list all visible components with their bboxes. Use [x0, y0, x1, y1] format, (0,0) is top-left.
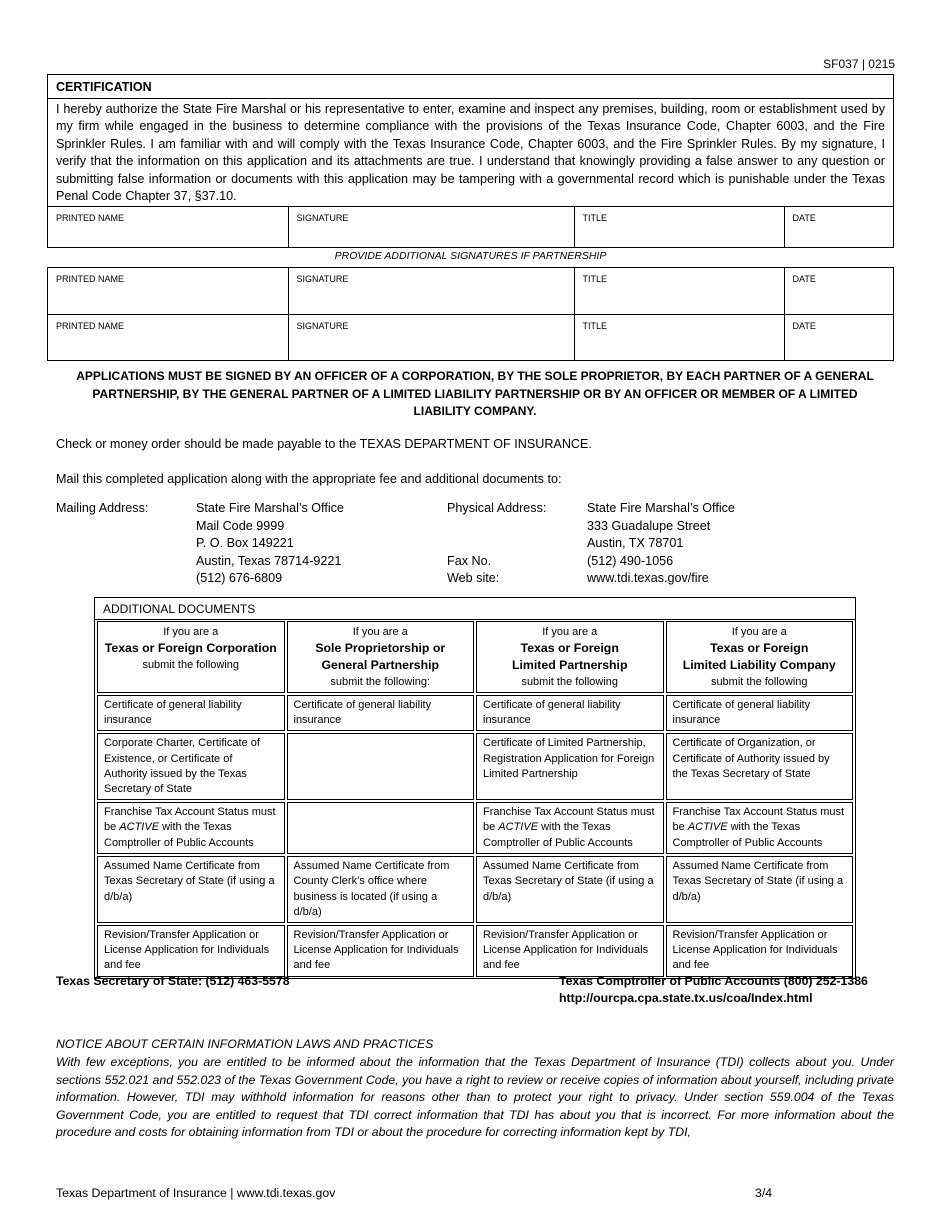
table-cell: Revision/Transfer Application or License Application for Individuals and fee [476, 925, 664, 977]
header-llc: If you are a Texas or Foreign Limited Liability Company submit the following [666, 621, 854, 693]
partner2-title-field[interactable]: TITLE [574, 314, 784, 360]
partner2-printed-name-field[interactable]: PRINTED NAME [48, 314, 288, 360]
partner1-date-field[interactable]: DATE [784, 268, 893, 314]
payment-note: Check or money order should be made payable to the TEXAS DEPARTMENT OF INSURANCE. [56, 437, 592, 451]
mailing-line: Austin, Texas 78714-9221 [196, 553, 342, 568]
table-cell: Certificate of Limited Partnership, Registration Application for Foreign Limited Partnership [476, 733, 664, 800]
table-cell: Assumed Name Certificate from County Clerk’s office where business is located (if using a d/b/a) [287, 856, 475, 923]
notice-body: With few exceptions, you are entitled to be informed about the information that the Texas Department of Insurance (TDI) collects about you. Under sections 552.021 and 552.023 of the Texas Government Code, you have a right to review or receive copies of information about yourself, including private information. However, TDI may withhold information for reasons other than to protect your right to privacy. Under section 559.004 of the Texas Government Code, you are entitled to request that TDI correct information that TDI has about you that is incorrect. For more information about the procedure and costs for obtaining information from TDI or about the procedure for correcting information kept by TDI, [56, 1055, 894, 1140]
table-cell: Revision/Transfer Application or License Application for Individuals and fee [97, 925, 285, 977]
table-cell: Revision/Transfer Application or License Application for Individuals and fee [287, 925, 475, 977]
partner2-signature-field[interactable]: SIGNATURE [288, 314, 574, 360]
secretary-of-state-contact: Texas Secretary of State: (512) 463-5578 [56, 974, 290, 988]
comptroller-contact [559, 973, 868, 1007]
printed-name-field[interactable]: PRINTED NAME [48, 207, 288, 247]
page-number: 3/4 [755, 1186, 773, 1200]
table-row [97, 695, 853, 731]
physical-line: 333 Guadalupe Street [587, 518, 711, 533]
partnership-signatures [47, 267, 894, 361]
signature-field[interactable]: SIGNATURE [288, 207, 574, 247]
table-cell: Assumed Name Certificate from Texas Secretary of State (if using a d/b/a) [666, 856, 854, 923]
physical-line: Austin, TX 78701 [587, 536, 684, 550]
documents-table [95, 619, 855, 979]
table-cell: Certificate of general liability insurance [476, 695, 664, 731]
partner-row-2 [48, 314, 893, 360]
signing-requirement-notice: APPLICATIONS MUST BE SIGNED BY AN OFFICER OF A CORPORATION, BY THE SOLE PROPRIETOR, BY EACH PARTNER OF A GENERAL PARTNERSHIP, BY THE GENERAL PARTNER OF A LIMITED LIABILITY PARTNERSHIP OR BY AN OFFICER OR MEMBER OF A LIMITED LIABILITY COMPANY. [76, 369, 874, 418]
comptroller-phone: Texas Comptroller of Public Accounts (800) 252-1386 [559, 974, 868, 988]
additional-documents-title: ADDITIONAL DOCUMENTS [95, 598, 855, 620]
website-link[interactable]: www.tdi.texas.gov/fire [587, 571, 709, 585]
partner1-signature-field[interactable]: SIGNATURE [288, 268, 574, 314]
mailing-address [196, 500, 344, 588]
franchise-text-c: Franchise Tax Account Status must be ACTIVE with the Texas Comptroller of Public Accounts [672, 806, 845, 849]
date-field[interactable]: DATE [784, 207, 893, 247]
partnership-note: PROVIDE ADDITIONAL SIGNATURES IF PARTNERSHIP [334, 250, 607, 262]
documents-header-row [97, 621, 853, 693]
physical-address [587, 500, 735, 588]
table-cell [476, 802, 664, 854]
header-corporation: If you are a Texas or Foreign Corporation submit the following [97, 621, 285, 693]
header-sole-proprietorship: If you are a Sole Proprietorship or General Partnership submit the following: [287, 621, 475, 693]
notice-title: NOTICE ABOUT CERTAIN INFORMATION LAWS AND PRACTICES [56, 1037, 434, 1051]
website-label: Web site: [447, 571, 500, 585]
table-row [97, 733, 853, 800]
certification-title: CERTIFICATION [48, 75, 893, 99]
mailing-line: P. O. Box 149221 [196, 536, 294, 550]
table-cell [97, 802, 285, 854]
table-cell [666, 802, 854, 854]
mailing-address-label: Mailing Address: [56, 501, 149, 515]
physical-address-labels [447, 500, 546, 588]
comptroller-url[interactable]: http://ourcpa.cpa.state.tx.us/coa/Index.html [559, 991, 813, 1005]
table-cell: Corporate Charter, Certificate of Existence, or Certificate of Authority issued by the Texas Secretary of State [97, 733, 285, 800]
franchise-text-a: Franchise Tax Account Status must be ACTIVE with the Texas Comptroller of Public Accounts [104, 806, 276, 849]
table-cell: Certificate of general liability insurance [97, 695, 285, 731]
table-row [97, 925, 853, 977]
partner-row-1 [48, 268, 893, 314]
physical-line: State Fire Marshal’s Office [587, 501, 735, 515]
header-limited-partnership: If you are a Texas or Foreign Limited Partnership submit the following [476, 621, 664, 693]
certification-section [47, 74, 894, 248]
fax-number: (512) 490-1056 [587, 553, 674, 568]
physical-address-label: Physical Address: [447, 501, 547, 515]
partner2-date-field[interactable]: DATE [784, 314, 893, 360]
additional-documents [94, 597, 856, 979]
table-cell [287, 733, 475, 800]
mailing-line: State Fire Marshal’s Office [196, 501, 344, 515]
table-row [97, 802, 853, 854]
table-cell: Assumed Name Certificate from Texas Secretary of State (if using a d/b/a) [97, 856, 285, 923]
table-cell: Revision/Transfer Application or License Application for Individuals and fee [666, 925, 854, 977]
franchise-text-b: Franchise Tax Account Status must be ACTIVE with the Texas Comptroller of Public Accounts [483, 806, 655, 849]
mailing-line: Mail Code 9999 [196, 518, 285, 533]
table-cell: Certificate of general liability insurance [666, 695, 854, 731]
certification-signature-row [48, 206, 893, 247]
fax-label: Fax No. [447, 553, 492, 568]
mail-note: Mail this completed application along with the appropriate fee and additional documents to: [56, 472, 562, 486]
table-cell: Assumed Name Certificate from Texas Secretary of State (if using a d/b/a) [476, 856, 664, 923]
table-cell [287, 802, 475, 854]
mailing-phone: (512) 676-6809 [196, 571, 283, 585]
footer-agency: Texas Department of Insurance | www.tdi.texas.gov [56, 1186, 336, 1200]
table-row [97, 856, 853, 923]
table-cell: Certificate of general liability insurance [287, 695, 475, 731]
certification-text: I hereby authorize the State Fire Marshal or his representative to enter, examine and inspect any premises, building, room or establishment used by my firm while engaged in the business to determine compliance with the provisions of the Texas Insurance Code, Chapter 6003, and the Fire Sprinkler Rules. I am familiar with and will comply with the Texas Insurance Code, Chapter 6003, and the Fire Sprinkler Rules. By my signature, I verify that the information on this application and its attachments are true. I understand that knowingly providing a false answer to any question or submitting false information or documents with this application may be tampering with a governmental record which is punishable under the Texas Penal Code Chapter 37, §37.10. [56, 102, 885, 204]
partner1-title-field[interactable]: TITLE [574, 268, 784, 314]
table-cell: Certificate of Organization, or Certificate of Authority issued by the Texas Secretary of State [666, 733, 854, 800]
title-field[interactable]: TITLE [574, 207, 784, 247]
partner1-printed-name-field[interactable]: PRINTED NAME [48, 268, 288, 314]
form-number: SF037 | 0215 [823, 57, 895, 71]
